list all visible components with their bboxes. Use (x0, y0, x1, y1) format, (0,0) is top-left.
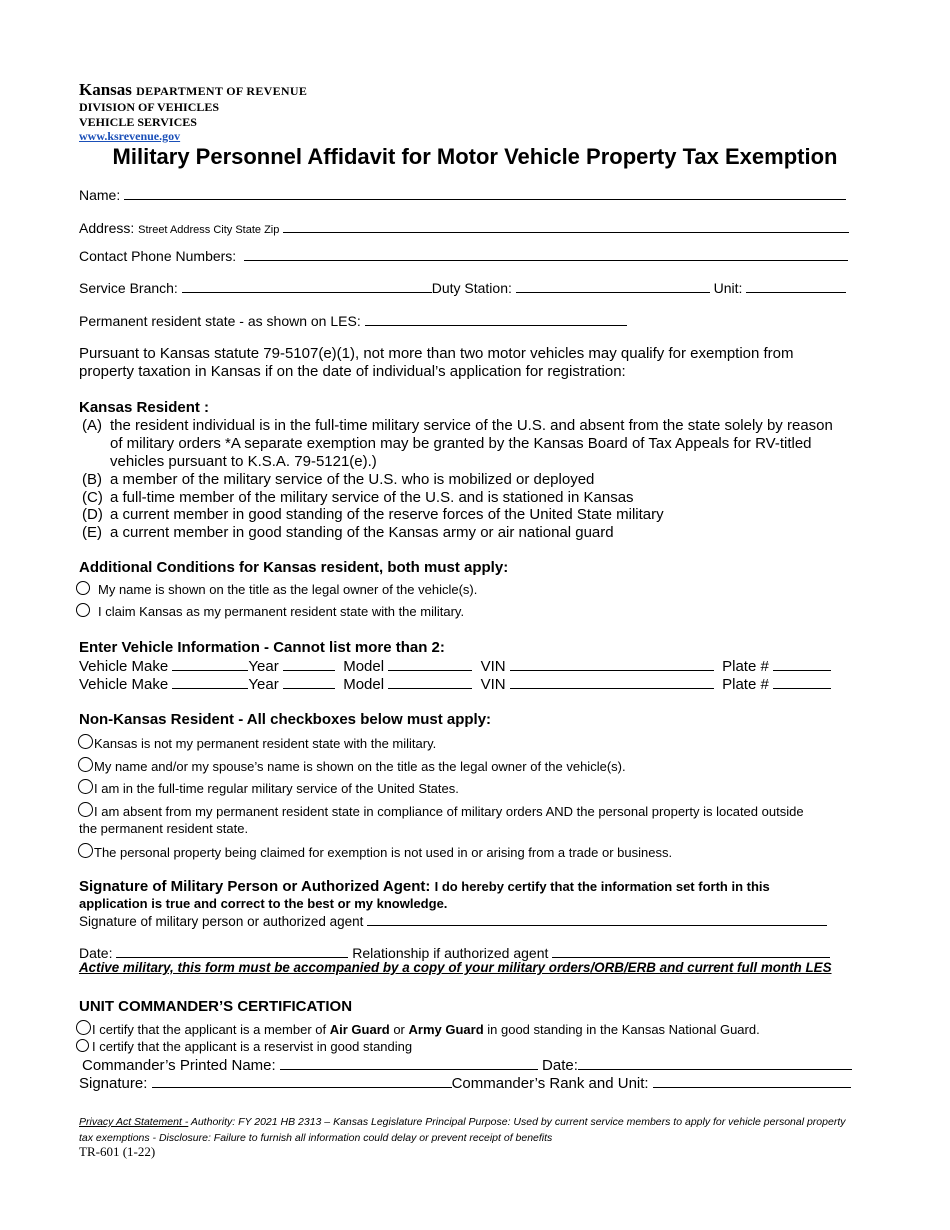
service-row (79, 279, 846, 296)
non-kansas-option-3[interactable] (78, 779, 459, 796)
commander-heading: UNIT COMMANDER’S CERTIFICATION (79, 998, 353, 1015)
non-kansas-option-2[interactable] (78, 757, 626, 774)
resident-item-a-cont-2: vehicles pursuant to K.S.A. 79-5121(e).) (110, 453, 377, 470)
address-label: Address: (79, 220, 135, 236)
form-number: TR-601 (1-22) (79, 1144, 156, 1159)
model-field[interactable] (388, 675, 472, 689)
condition-option-2[interactable] (76, 603, 464, 619)
model-field[interactable] (388, 657, 472, 671)
printed-name-label: Commander’s Printed Name: (82, 1057, 276, 1074)
relationship-field[interactable] (552, 944, 830, 958)
phone-row (79, 247, 848, 264)
signature-heading: Signature of Military Person or Authorized Agent: (79, 878, 431, 895)
option-label: I certify that the applicant is a reservist in good standing (92, 1039, 413, 1054)
commander-signature-label: Signature: (79, 1075, 148, 1092)
privacy-label: Privacy Act Statement - (79, 1116, 189, 1128)
duty-station-label: Duty Station: (431, 280, 512, 296)
radio-icon[interactable] (78, 802, 93, 817)
resident-item-d (82, 506, 664, 524)
vin-field[interactable] (510, 657, 714, 671)
item-label: (E) (82, 524, 102, 541)
resident-item-c (82, 489, 634, 507)
services-name: VEHICLE SERVICES (79, 115, 197, 129)
model-label: Model (343, 676, 385, 693)
year-field[interactable] (283, 657, 335, 671)
intro-line-1: Pursuant to Kansas statute 79-5107(e)(1), not more than two motor vehicles may qualify for exemption from (79, 345, 794, 362)
signature-label: Signature of military person or authorized agent (79, 914, 364, 929)
year-label: Year (248, 658, 279, 675)
name-row (79, 186, 846, 203)
option-label-e: in good standing in the Kansas National Guard. (483, 1022, 760, 1037)
plate-label: Plate # (722, 658, 769, 675)
division-name: DIVISION OF VEHICLES (79, 100, 220, 114)
commander-signature-row (79, 1074, 851, 1093)
option-label: I am absent from my permanent resident state in compliance of military orders AND the personal property is located outside (94, 804, 804, 819)
additional-conditions-heading: Additional Conditions for Kansas resident, both must apply: (79, 559, 509, 576)
signature-field[interactable] (367, 912, 827, 926)
item-text: a current member in good standing of the Kansas army or air national guard (110, 524, 614, 541)
rank-unit-label: Commander’s Rank and Unit: (451, 1075, 649, 1092)
option-label: I am in the full-time regular military service of the United States. (94, 781, 459, 796)
year-field[interactable] (283, 675, 335, 689)
option-label-air-guard: Air Guard (329, 1022, 390, 1037)
website-link[interactable]: www.ksrevenue.gov (79, 129, 181, 143)
unit-field[interactable] (746, 279, 846, 293)
option-label-or: or (389, 1022, 409, 1037)
privacy-text: Authority: FY 2021 HB 2313 – Kansas Legislature Principal Purpose: Used by current service members to apply for vehicle personal property tax exemptions - Disclosure: Failure to furnish all information could delay or prevent receipt of benefits (79, 1116, 846, 1144)
intro-line-2: property taxation in Kansas if on the date of individual’s application for registration: (79, 363, 626, 380)
model-label: Model (343, 658, 385, 675)
agency-header (79, 80, 307, 100)
vin-label: VIN (480, 676, 506, 693)
radio-icon[interactable] (78, 734, 93, 749)
plate-field[interactable] (773, 675, 831, 689)
item-label: (A) (82, 417, 102, 434)
service-branch-label: Service Branch: (79, 280, 178, 296)
vehicle-row-1 (79, 657, 831, 676)
date-field[interactable] (116, 944, 348, 958)
privacy-act-statement (79, 1114, 849, 1146)
option-label: The personal property being claimed for exemption is not used in or arising from a trade or business. (94, 845, 673, 860)
radio-icon[interactable] (76, 581, 90, 595)
item-label: (C) (82, 489, 103, 506)
non-kansas-option-5[interactable] (78, 843, 672, 860)
year-label: Year (248, 676, 279, 693)
radio-icon[interactable] (76, 603, 90, 617)
form-title: Military Personnel Affidavit for Motor Vehicle Property Tax Exemption (112, 144, 838, 169)
service-branch-field[interactable] (182, 279, 432, 293)
item-label: (B) (82, 471, 102, 488)
commander-option-2[interactable] (76, 1039, 412, 1054)
radio-icon[interactable] (76, 1020, 91, 1035)
relationship-label: Relationship if authorized agent (352, 945, 549, 961)
non-kansas-option-1[interactable] (78, 734, 436, 751)
certification-line-2: application is true and correct to the best or my knowledge. (79, 896, 448, 911)
radio-icon[interactable] (78, 757, 93, 772)
address-row (79, 219, 849, 236)
unit-label: Unit: (713, 280, 743, 296)
permanent-state-field[interactable] (365, 312, 627, 326)
signature-row (79, 912, 827, 929)
resident-item-e (82, 524, 614, 542)
option-label: My name is shown on the title as the legal owner of the vehicle(s). (98, 582, 478, 597)
option-label: I claim Kansas as my permanent resident state with the military. (98, 604, 465, 619)
make-label: Vehicle Make (79, 658, 169, 675)
option-label-army-guard: Army Guard (408, 1022, 484, 1037)
vin-field[interactable] (510, 675, 714, 689)
address-hint: Street Address City State Zip (138, 224, 280, 236)
plate-label: Plate # (722, 676, 769, 693)
condition-option-1[interactable] (76, 581, 477, 597)
make-field[interactable] (172, 675, 248, 689)
resident-item-a-cont-1: of military orders *A separate exemption may be granted by the Kansas Board of Tax Appeals for RV-titled (110, 435, 812, 452)
plate-field[interactable] (773, 657, 831, 671)
non-kansas-heading: Non-Kansas Resident - All checkboxes below must apply: (79, 711, 492, 728)
non-kansas-option-4[interactable] (78, 802, 804, 819)
radio-icon[interactable] (76, 1039, 89, 1052)
commander-option-1[interactable] (76, 1020, 760, 1037)
duty-station-field[interactable] (516, 279, 710, 293)
option-label-a: I certify that the applicant is a member of (92, 1022, 330, 1037)
name-label: Name: (79, 187, 121, 203)
make-label: Vehicle Make (79, 676, 169, 693)
resident-item-b (82, 471, 594, 489)
resident-item-a (82, 417, 833, 435)
vehicle-row-2 (79, 675, 831, 694)
item-text: a member of the military service of the U.S. who is mobilized or deployed (110, 471, 595, 488)
item-label: (D) (82, 506, 103, 523)
commander-date-label: Date: (542, 1057, 578, 1074)
date-relationship-row (79, 944, 830, 961)
commander-name-row (82, 1056, 852, 1075)
commander-signature-field[interactable] (152, 1074, 452, 1088)
vehicle-info-heading: Enter Vehicle Information - Cannot list more than 2: (79, 639, 445, 656)
non-kansas-option-4-cont: the permanent resident state. (79, 821, 249, 836)
date-label: Date: (79, 945, 113, 961)
item-text: a full-time member of the military service of the U.S. and is stationed in Kansas (110, 489, 634, 506)
make-field[interactable] (172, 657, 248, 671)
military-orders-notice: Active military, this form must be accompanied by a copy of your military orders/ORB/ERB and current full month LES (79, 960, 832, 975)
certification-line-1: I do hereby certify that the information set forth in this (434, 879, 770, 894)
radio-icon[interactable] (78, 779, 93, 794)
phone-label: Contact Phone Numbers: (79, 248, 237, 264)
phone-field[interactable] (244, 247, 848, 261)
permanent-state-row (79, 312, 627, 329)
signature-heading-row (79, 878, 770, 895)
kansas-wordmark: Kansas (79, 80, 132, 99)
option-label: My name and/or my spouse’s name is shown on the title as the legal owner of the vehicle(s). (94, 759, 626, 774)
vin-label: VIN (480, 658, 506, 675)
permanent-state-label: Permanent resident state - as shown on LES: (79, 313, 361, 329)
item-text: a current member in good standing of the reserve forces of the United State military (110, 506, 664, 523)
kansas-resident-heading: Kansas Resident : (79, 399, 210, 416)
radio-icon[interactable] (78, 843, 93, 858)
item-text: the resident individual is in the full-time military service of the U.S. and absent from the state solely by reason (110, 417, 833, 434)
rank-unit-field[interactable] (653, 1074, 851, 1088)
commander-date-field[interactable] (578, 1056, 852, 1070)
printed-name-field[interactable] (280, 1056, 538, 1070)
name-field[interactable] (124, 186, 846, 200)
option-label: Kansas is not my permanent resident state with the military. (94, 736, 437, 751)
department-name: DEPARTMENT OF REVENUE (136, 84, 308, 98)
address-field[interactable] (283, 219, 849, 233)
